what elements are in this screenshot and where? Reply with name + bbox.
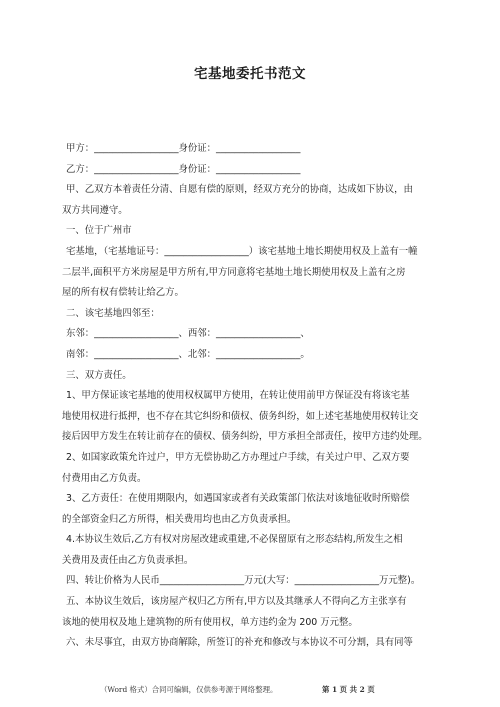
- document-title: 宅基地委托书范文: [194, 66, 306, 82]
- party-a-line: 甲方：__________________身份证：__________________: [66, 143, 301, 154]
- intro-line-1: 甲、乙双方本着责任分清、自愿有偿的原则，经双方充分的协商，达成如下协议，由: [66, 184, 413, 196]
- clause-3-line-2: 的全部资金归乙方所得，相关费用均也由乙方负责承担。: [62, 513, 297, 525]
- page-footer: [0, 684, 500, 698]
- neighbors-east-west: 东邻：__________________、西邻：__________________、: [66, 328, 310, 340]
- clause-1-line-3: 接后因甲方发生在转让前存在的债权、债务纠纷，甲方承担全部责任，按甲方违约处理。: [62, 431, 428, 443]
- section-1-line-1: 宅基地，（宅基地证号：__________________）该宅基地土地长期使用权及上盖有一幢: [66, 245, 418, 257]
- document-body: [62, 139, 442, 654]
- section-1-line-2: 二层半,面积平方米房屋是甲方所有,甲方同意将宅基地土地长期使用权及上盖有之房: [62, 266, 406, 278]
- section-6-line-1: 六、未尽事宜，由双方协商解除，所签订的补充和修改与本协议不可分割，具有同等: [66, 637, 413, 649]
- party-b-line: 乙方：__________________身份证：__________________: [66, 163, 301, 175]
- section-1-line-3: 屋的所有权有偿转让给乙方。: [62, 287, 184, 299]
- clause-4-line-2: 关费用及责任由乙方负责承担。: [62, 554, 194, 566]
- section-5-line-1: 五、本协议生效后，该房屋产权归乙方所有,甲方以及其继承人不得向乙方主张享有: [66, 596, 407, 608]
- section-3-heading: 三、双方责任。: [66, 369, 132, 381]
- clause-2-line-2: 付费用由乙方负责。: [62, 472, 147, 484]
- clause-2-line-1: 2、如国家政策允许过户，甲方无偿协助乙方办理过户手续，有关过户甲、乙双方要: [66, 451, 410, 463]
- intro-line-2: 双方共同遵守。: [62, 204, 128, 216]
- clause-1-line-2: 地使用权进行抵押，也不存在其它纠纷和债权、债务纠纷，如上述宅基地使用权转让交: [62, 410, 419, 422]
- section-2-heading: 二、该宅基地四邻至：: [66, 307, 160, 319]
- clause-4-line-1: 4.本协议生效后,乙方有权对房屋改建或重建,不必保留原有之形态结构,所发生之相: [66, 534, 403, 546]
- clause-3-line-1: 3、乙方责任：在使用期限内，如遇国家或者有关政策部门依法对该地征收时所赔偿: [66, 493, 410, 505]
- section-4-price: 四、转让价格为人民币__________________万元(大写：__________________万元整)。: [66, 575, 421, 587]
- clause-1-line-1: 1、甲方保证该宅基地的使用权权属甲方使用，在转让使用前甲方保证没有将该宅基: [66, 390, 410, 402]
- footer-note: （Word 格式）合同可编辑，仅供参考源于网络整理。: [100, 685, 278, 694]
- page-number: 第 1 页 共 2 页: [322, 685, 375, 694]
- section-5-line-2: 该地的使用权及地上建筑物的所有使用权，单方违约金为 200 万元整。: [62, 616, 358, 628]
- section-1-heading: 一、位于广州市: [66, 225, 132, 237]
- neighbors-south-north: 南邻：__________________、北邻：__________________。: [66, 348, 310, 360]
